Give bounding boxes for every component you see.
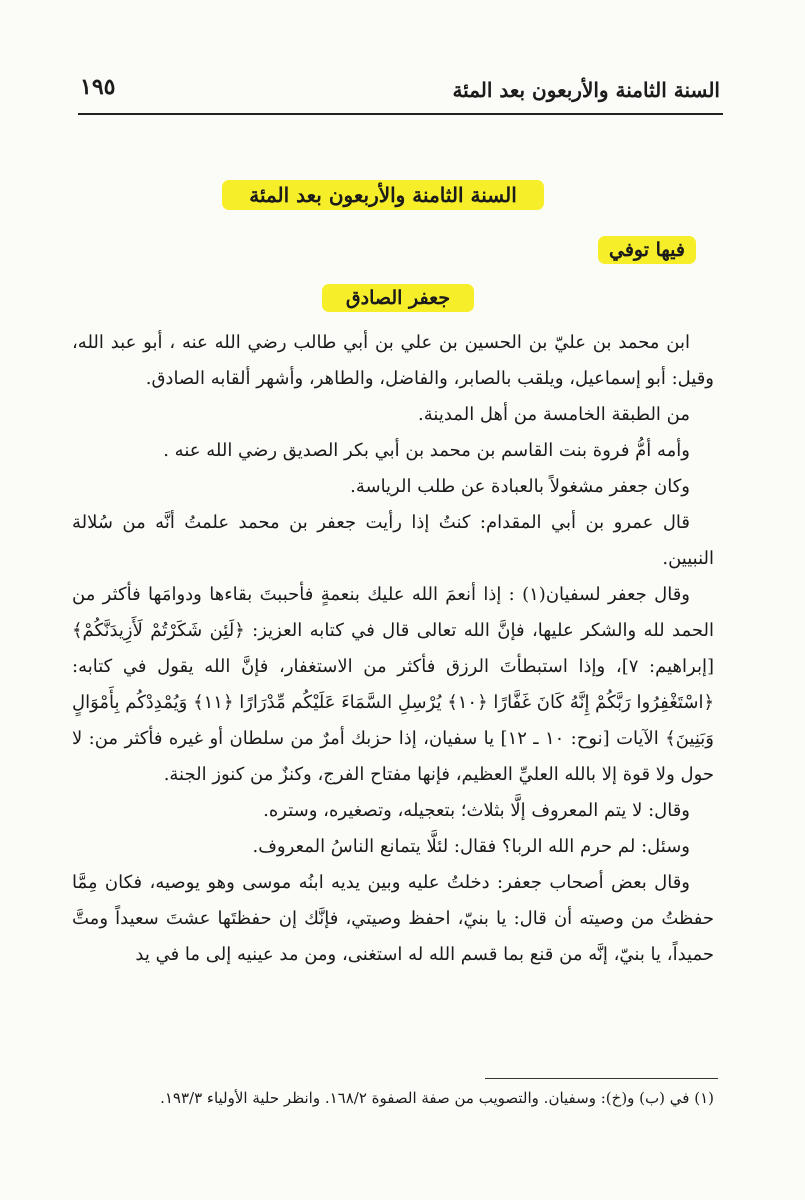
paragraph-advice-sufyan: وقال جعفر لسفيان(١) : إذا أنعمَ الله عليك بنعمةٍ فأحببتَ بقاءها ودوامَها فأكثر من الحمد لله والشكر عليها، فإنَّ الله تعالى قال في كتابه العزيز: ﴿لَئِن شَكَرْتُمْ لَأَزِيدَنَّكُمْ﴾ [إبراهيم: ٧]، وإذا استبطأتَ الرزق فأكثر من الاستغفار، فإنَّ الله يقول في كتابه: ﴿اسْتَغْفِرُوا رَبَّكُمْ إِنَّهُ كَانَ غَفَّارًا ﴿١٠﴾ يُرْسِلِ السَّمَاءَ عَلَيْكُم مِّدْرَارًا ﴿١١﴾ وَيُمْدِدْكُم بِأَمْوَالٍ وَبَنِينَ﴾ الآيات [نوح: ١٠ ـ ١٢] يا سفيان، إذا حزبك أمرٌ من سلطان أو غيره فأكثر من: لا حول ولا قوة إلا بالله العليِّ العظيم، فإنها مفتاح الفرج، وكنزٌ من كنوز الجنة.	[72, 584, 714, 785]
paragraph-worship: وكان جعفر مشغولاً بالعبادة عن طلب الرياسة.	[350, 476, 690, 497]
header-divider	[78, 113, 723, 115]
footnote-divider	[485, 1078, 718, 1079]
running-title: السنة الثامنة والأربعون بعد المئة	[452, 78, 720, 102]
deaths-label: فيها توفي	[598, 236, 696, 264]
paragraph-amr-quote: قال عمرو بن أبي المقدام: كنتُ إذا رأيت جعفر بن محمد علمتُ أنَّه من سُلالة النبيين.	[72, 512, 714, 569]
paragraph-riba: وسئل: لم حرم الله الربا؟ فقال: لئلَّا يتمانع الناسُ المعروف.	[252, 836, 690, 857]
running-header	[80, 68, 720, 108]
person-heading: جعفر الصادق	[322, 284, 474, 312]
body-text	[72, 325, 714, 973]
paragraph-mother: وأمه أمُّ فروة بنت القاسم بن محمد بن أبي بكر الصديق رضي الله عنه .	[163, 440, 690, 461]
paragraph-tabaqa: من الطبقة الخامسة من أهل المدينة.	[418, 404, 690, 425]
footnote: (١) في (ب) و(خ): وسفيان. والتصويب من صفة الصفوة ١٦٨/٢. وانظر حلية الأولياء ١٩٣/٣.	[160, 1089, 714, 1107]
page-number: ١٩٥	[80, 74, 116, 100]
section-title: السنة الثامنة والأربعون بعد المئة	[222, 180, 544, 210]
paragraph-maruf: وقال: لا يتم المعروف إلَّا بثلاث؛ بتعجيله، وتصغيره، وستره.	[263, 800, 690, 821]
paragraph-wasiyya: وقال بعض أصحاب جعفر: دخلتُ عليه وبين يديه ابنُه موسى وهو يوصيه، فكان مِمَّا حفظتُ من وصيته أن قال: يا بنيّ، احفظ وصيتي، فإنَّك إن حفظتَها عشتَ سعيداً ومتَّ حميداً، يا بنيّ، إنَّه من قنع بما قسم الله له استغنى، ومن مد عينيه إلى ما في يد	[72, 872, 714, 965]
paragraph-lineage: ابن محمد بن عليّ بن الحسين بن علي بن أبي طالب رضي الله عنه ، أبو عبد الله، وقيل: أبو إسماعيل، ويلقب بالصابر، والفاضل، والطاهر، وأشهر ألقابه الصادق.	[72, 332, 714, 389]
